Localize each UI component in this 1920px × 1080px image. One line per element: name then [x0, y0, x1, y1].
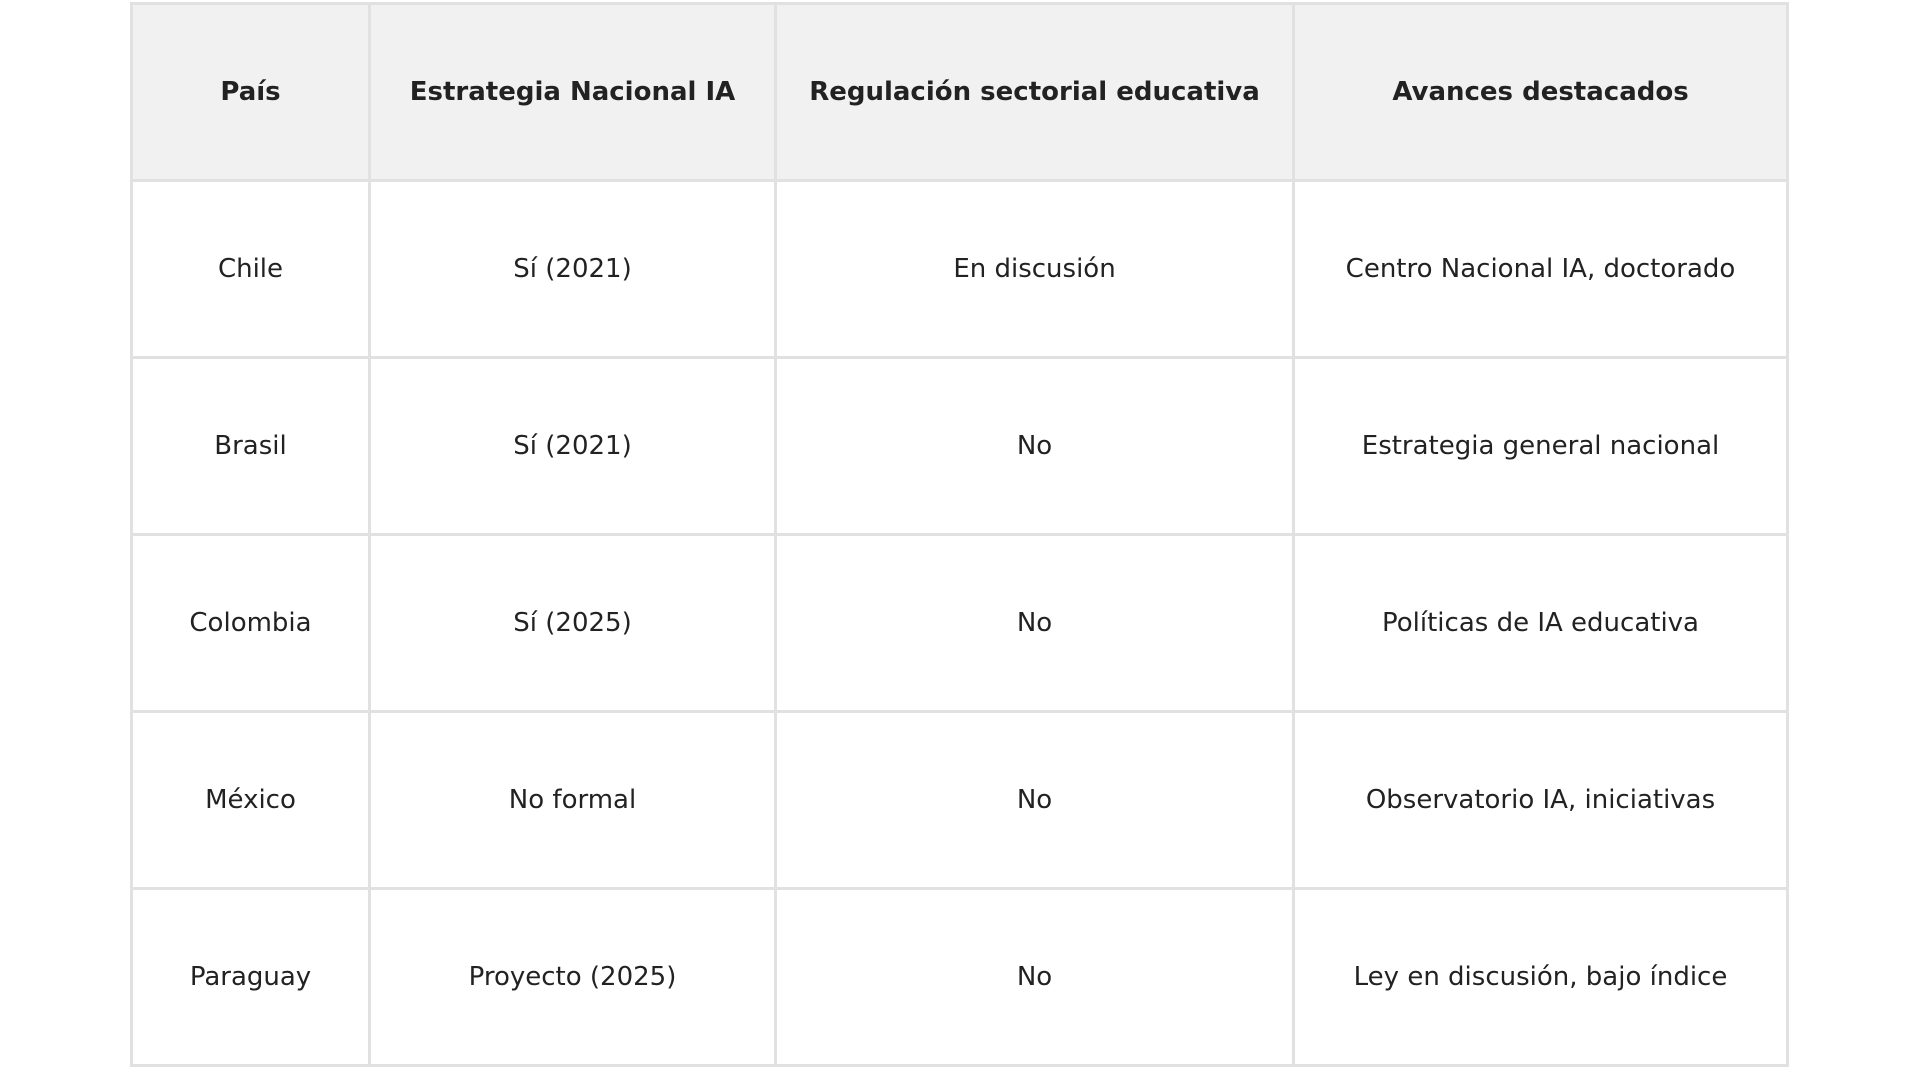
- table-row: [132, 712, 1788, 889]
- table-cell-highlights: Políticas de IA educativa: [1294, 535, 1788, 712]
- table-cell-highlights: Estrategia general nacional: [1294, 358, 1788, 535]
- table-header-row: [132, 4, 1788, 181]
- table-cell-regulation: No: [776, 358, 1294, 535]
- table-cell-country: Paraguay: [132, 889, 370, 1066]
- table-row: [132, 889, 1788, 1066]
- column-header-education-regulation: Regulación sectorial educativa: [776, 4, 1294, 181]
- table-row: [132, 181, 1788, 358]
- table-cell-strategy: No formal: [370, 712, 776, 889]
- table-row: [132, 358, 1788, 535]
- table-container: [130, 2, 1786, 1067]
- table-cell-strategy: Sí (2025): [370, 535, 776, 712]
- column-header-highlights: Avances destacados: [1294, 4, 1788, 181]
- column-header-national-strategy: Estrategia Nacional IA: [370, 4, 776, 181]
- table-cell-country: Brasil: [132, 358, 370, 535]
- table-cell-country: Colombia: [132, 535, 370, 712]
- table-row: [132, 535, 1788, 712]
- table-cell-country: Chile: [132, 181, 370, 358]
- table-cell-regulation: No: [776, 535, 1294, 712]
- table-cell-regulation: En discusión: [776, 181, 1294, 358]
- table-cell-highlights: Centro Nacional IA, doctorado: [1294, 181, 1788, 358]
- table-cell-strategy: Proyecto (2025): [370, 889, 776, 1066]
- table-cell-strategy: Sí (2021): [370, 358, 776, 535]
- table-cell-highlights: Observatorio IA, iniciativas: [1294, 712, 1788, 889]
- table-cell-highlights: Ley en discusión, bajo índice: [1294, 889, 1788, 1066]
- table-cell-regulation: No: [776, 712, 1294, 889]
- column-header-country: País: [132, 4, 370, 181]
- table-cell-strategy: Sí (2021): [370, 181, 776, 358]
- table-cell-country: México: [132, 712, 370, 889]
- ai-strategy-table: [130, 2, 1789, 1067]
- table-cell-regulation: No: [776, 889, 1294, 1066]
